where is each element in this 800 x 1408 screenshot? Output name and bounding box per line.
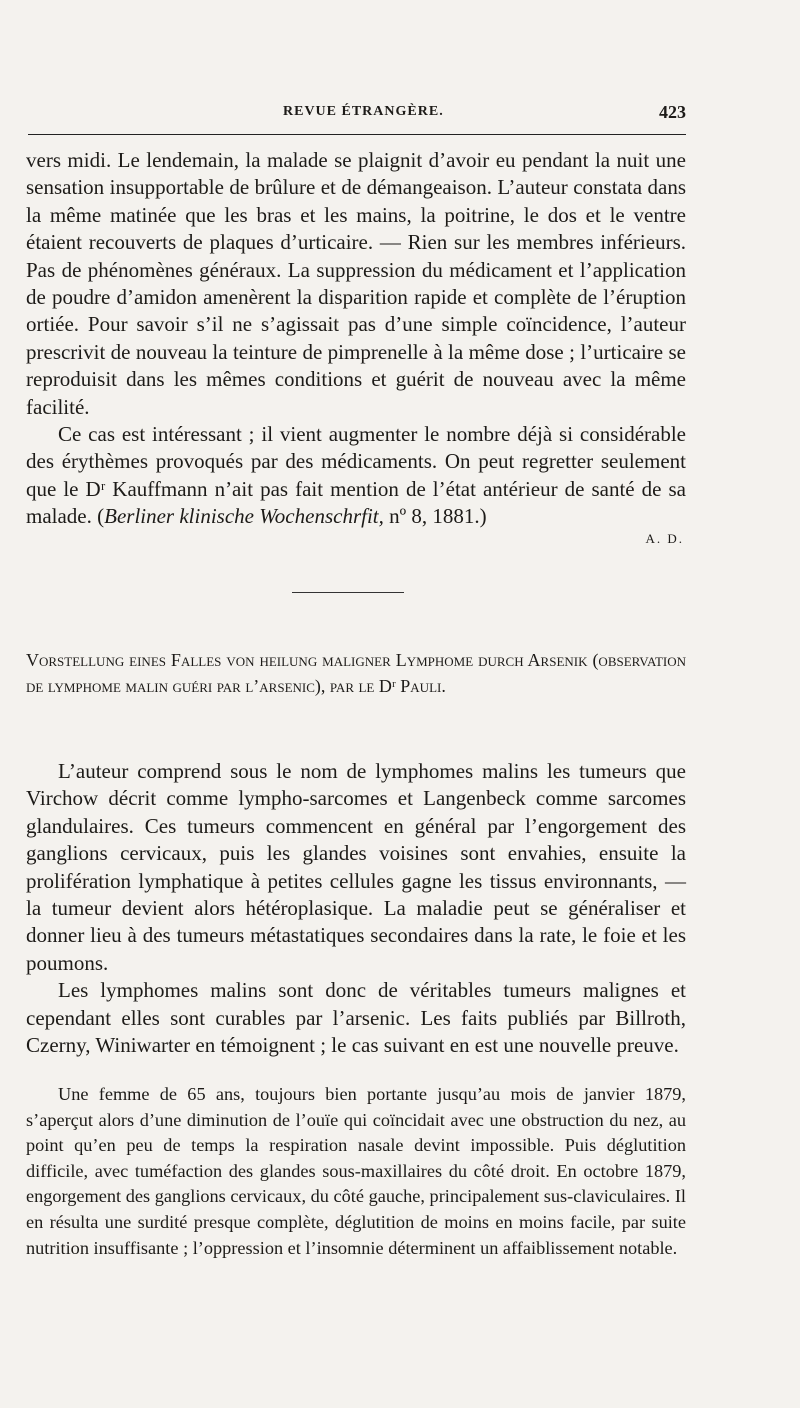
citation-ref: nº 8, 1881.) [383,504,487,529]
paragraph-curability: Les lymphomes malins sont donc de véritables tumeurs malignes et cependant elles sont curables par l’arsenic. Les faits publiés par Billroth, Czerny, Winiwarter en témoignent ; le cas suivant en est une nouvelle preuve. [26,978,686,1058]
commentary-text: Ce cas est intéressant ; il vient augmenter le nombre déjà si considérable des érythèmes provoqués par des médicaments. On peut regretter seulement que le Dʳ Kauffmann n’ait pas fait mention de l’état antérieur de santé de sa malade. ( [26,422,686,529]
running-title: REVUE ÉTRANGÈRE. [283,104,444,119]
paragraph-continuation: vers midi. Le lendemain, la malade se plaignit d’avoir eu pendant la nuit une sensation insupportable de brûlure et de démangeaison. L’auteur constata dans la même matinée que les bras et les mains, la poitrine, le dos et le ventre étaient recouverts de plaques d’urticaire. — Rien sur les membres inférieurs. Pas de phénomènes généraux. La suppression du médicament et l’application de poudre d’amidon amenèrent la disparition rapide et complète de l’éruption ortiée. Pour savoir s’il ne s’agissait pas d’une simple coïncidence, l’auteur prescrivit de nouveau la teinture de pimprenelle à la même dose ; l’urticaire se reproduisit dans les mêmes conditions et guérit de nouveau avec la même facilité. [26,148,686,419]
case-report-text: Une femme de 65 ans, toujours bien portante jusqu’au mois de janvier 1879, s’aperçut alors d’une diminution de l’ouïe qui coïncidait avec une obstruction du nez, au point qu’en peu de temps la respiration nasale devint impossible. Puis déglutition difficile, avec tuméfaction des glandes sous-maxillaires du côté droit. En octobre 1879, engorgement des ganglions cervicaux, du côté gauche, principalement sus-claviculaires. Il en résulta une surdité presque complète, déglutition de moins en moins facile, par suite nutrition insuffisante ; l’oppression et l’insomnie déterminent un affaiblissement notable. [26,1084,686,1258]
paragraph-definition: L’auteur comprend sous le nom de lymphomes malins les tumeurs que Virchow décrit comme lympho-sarcomes et Langenbeck comme sarcomes glandulaires. Ces tumeurs commencent en général par l’engorgement des ganglions cervicaux, puis les glandes voisines sont envahies, ensuite la prolifération lymphatique à petites cellules gagne les tissus environnants, — la tumeur devient alors hétéroplasique. La maladie peut se généraliser et donner lieu à des tumeurs métastatiques secondaires dans la rate, le foie et les poumons. [26,759,686,975]
paragraph-commentary [26,421,686,531]
page-number: 423 [659,102,686,122]
header-rule [28,134,686,135]
main-section [26,758,686,1059]
journal-citation: Berliner klinische Wochenschrfit, [104,504,384,529]
section-divider [292,592,404,593]
author-signature: A. D. [645,531,684,546]
opening-section [26,147,686,531]
case-report [26,1082,686,1261]
article-title: Vorstellung eines Falles von heilung maligner Lymphome durch Arsenik (observation de lymphome malin guéri par l’arsenic), par le Dʳ Pauli. [26,650,686,696]
running-head [28,100,686,126]
